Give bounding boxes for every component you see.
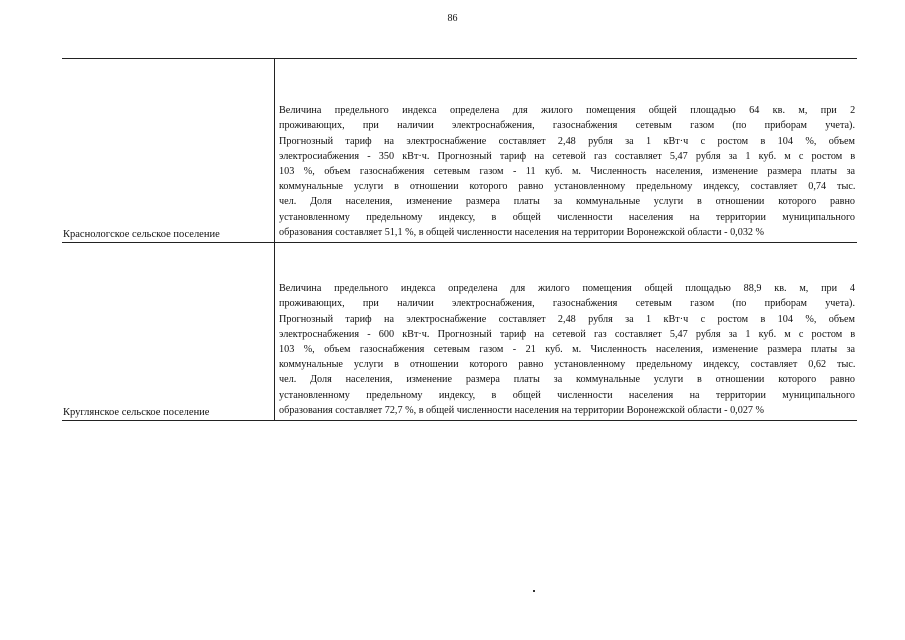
description-line: коммунальные услуги в отношении которого равно установленному предельному индексу, составляет 0,62 тыс. [279,359,856,371]
description-line: проживающих, при наличии электроснабжения, газоснабжения сетевым газом (по приборам учета). [279,120,855,132]
description-line: Величина предельного индекса определена для жилого помещения общей площадью 88,9 кв. м, при 4 [279,283,855,295]
table-row [62,59,857,243]
description-line: чел. Доля населения, изменение размера платы за коммунальные услуги в отношении которого равно [279,196,855,208]
description-line: 103 %, объем газоснабжения сетевым газом - 11 куб. м. Численность населения, изменение размера платы за [279,165,855,177]
description-line: Прогнозный тариф на электроснабжение составляет 2,48 рубля за 1 кВт·ч с ростом в 104 %, объем [279,135,855,147]
stray-mark [533,590,535,592]
description-line: Прогнозный тариф на электроснабжение составляет 2,48 рубля за 1 кВт·ч с ростом в 104 %, объем [279,313,855,325]
table-row [62,243,857,421]
description-cell [275,59,857,242]
description-line: образования составляет 51,1 %, в общей численности населения на территории Воронежской области - 0,032 % [279,226,765,238]
description-line: образования составляет 72,7 %, в общей численности населения на территории Воронежской области - 0,027 % [279,404,765,416]
description-text [279,281,855,418]
description-line: электросиабжения - 350 кВт·ч. Прогнозный тариф на сетевой газ составляет 5,47 рубля за 1 куб. м с ростом в [279,150,856,162]
settlement-name-cell [62,243,275,420]
description-line: Величина предельного индекса определена для жилого помещения общей площадью 64 кв. м, при 2 [279,105,856,117]
description-line: коммунальные услуги в отношении которого равно установленному предельному индексу, составляет 0,74 тыс. [279,181,856,193]
description-line: электроснабжения - 600 кВт·ч. Прогнозный тариф на сетевой газ составляет 5,47 рубля за 1 куб. м с ростом в [279,328,856,340]
page-number: 86 [447,13,458,24]
description-line: установленному предельному индексу, в общей численности населения на территории муниципального [279,211,855,223]
settlement-name: Круглянское сельское поселение [63,407,210,418]
settlement-name-cell [62,59,275,242]
description-text [279,103,855,240]
description-line: установленному предельному индексу, в общей численности населения на территории муниципального [279,389,855,401]
index-table [62,58,857,421]
description-line: чел. Доля населения, изменение размера платы за коммунальные услуги в отношении которого равно [279,374,855,386]
description-line: 103 %, объем газоснабжения сетевым газом - 21 куб. м. Численность населения, изменение размера платы за [279,343,855,355]
description-cell [275,243,857,420]
settlement-name: Краснологское сельское поселение [63,229,220,240]
description-line: проживающих, при наличии электроснабжения, газоснабжения сетевым газом (по приборам учета). [279,298,855,310]
